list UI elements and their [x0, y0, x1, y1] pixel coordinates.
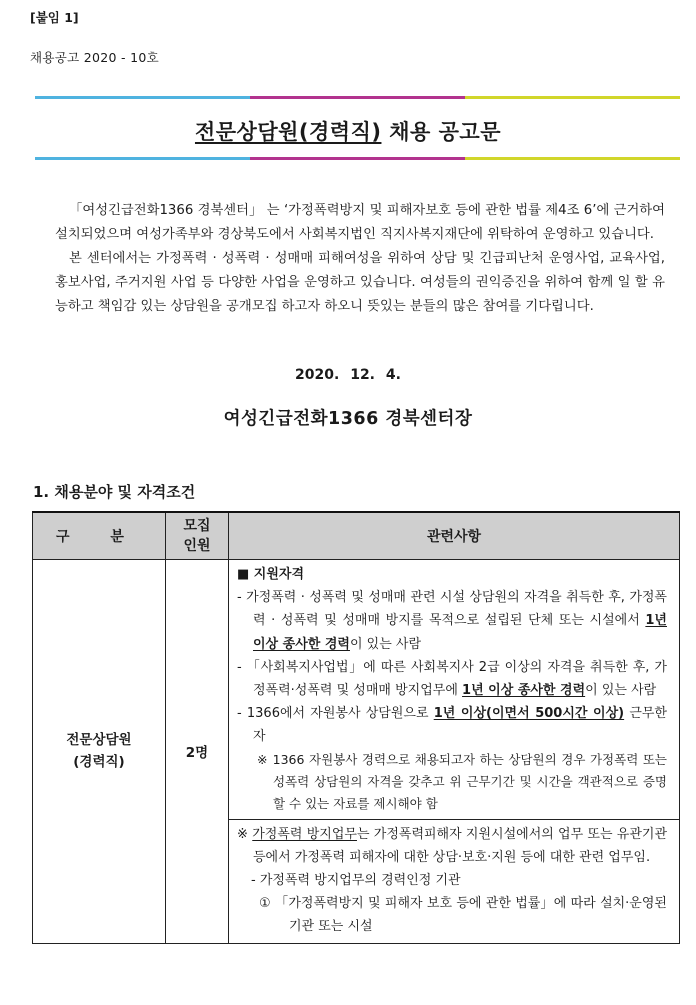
cell-category: [33, 560, 166, 944]
page-title-rest: 채용 공고문: [381, 120, 502, 144]
table-row: [33, 560, 680, 820]
header-count-line1: 모집: [183, 518, 211, 534]
qualification-heading: ■ 지원자격: [237, 567, 305, 582]
notice-number: 채용공고 2020 - 10호: [30, 50, 160, 65]
category-line1: 전문상담원: [66, 732, 132, 749]
page-title: [0, 116, 696, 146]
definition-term: 가정폭력 방지업무: [252, 826, 357, 842]
qualification-item-2: [237, 656, 667, 702]
header-count: [166, 512, 229, 560]
qualification-item-2-emphasis: 1년 이상 종사한 경력: [462, 683, 586, 699]
attachment-label: [붙임 1]: [30, 10, 79, 25]
divider-segment-magenta: [250, 157, 465, 160]
definition-subheading: - 가정폭력 방지업무의 경력인정 기관: [251, 873, 461, 889]
qualification-item-1-emphasis: 1년 이상 종사한 경력: [253, 613, 667, 652]
notice-date: 2020. 12. 4.: [295, 367, 401, 383]
qualification-item-3-emphasis: 1년 이상(이면서 500시간 이상): [433, 706, 625, 722]
page-title-position: 전문상담원(경력직): [194, 120, 382, 144]
cell-definition: [229, 819, 680, 943]
qualification-item-3-note: ※ 1366 자원봉사 경력으로 채용되고자 하는 상담원의 경우 가정폭력 또는 성폭력 상담원의 자격을 갖추고 위 근무기간 및 시간을 객관적으로 증명 할 수 있는 자료를 제시해야 함: [257, 751, 667, 811]
divider-segment-yellow: [465, 96, 680, 99]
title-top-divider: [35, 96, 680, 99]
header-category: 구 분: [33, 512, 166, 560]
qualification-item-3: [237, 702, 667, 748]
definition-institution-1: ① 「가정폭력방지 및 피해자 보호 등에 관한 법률」에 따라 설치·운영된 기관 또는 시설: [259, 896, 667, 935]
qualification-item-3-text: - 1366에서 자원봉사 상담원으로: [237, 706, 434, 722]
divider-segment-yellow: [465, 157, 680, 160]
issuer-name: 여성긴급전화1366 경북센터장: [223, 409, 473, 429]
recruitment-table: [32, 511, 680, 944]
category-line2: (경력직): [73, 754, 125, 771]
intro-paragraph-2: 본 센터에서는 가정폭력 · 성폭력 · 성매매 피해여성을 위하여 상담 및 긴급피난처 운영사업, 교육사업, 홍보사업, 주거지원 사업 등 다양한 사업을 운영하고 있습니다. 여성들의 권익증진을 위하여 함께 일 할 유능하고 책임감 있는 상담원을 공개모집 하고자 하오니 뜻있는 분들의 많은 참여를 기다립니다.: [55, 251, 665, 314]
divider-segment-magenta: [250, 96, 465, 99]
qualification-item-1-text: - 가정폭력 · 성폭력 및 성매매 관련 시설 상담원의 자격을 취득한 후, 가정폭력 · 성폭력 및 성매매 방지를 목적으로 설립된 단체 또는 시설에서: [237, 590, 667, 629]
header-details: 관련사항: [229, 512, 680, 560]
section-heading-recruitment: 1. 채용분야 및 자격조건: [33, 483, 196, 501]
cell-qualifications: [229, 560, 680, 820]
qualification-item-1: [237, 586, 667, 656]
intro-text: [55, 199, 665, 319]
table-header-row: [33, 512, 680, 560]
cell-count: 2명: [166, 560, 229, 944]
qualification-item-2-tail: 이 있는 사람: [585, 683, 657, 699]
qualification-item-2-text: - 「사회복지사업법」에 따른 사회복지사 2급 이상의 자격을 취득한 후, 가정폭력·성폭력 및 성매매 방지업무에: [237, 659, 667, 699]
header-count-line2: 인원: [183, 538, 211, 554]
title-bottom-divider: [35, 157, 680, 160]
divider-segment-blue: [35, 157, 250, 160]
definition-text: [237, 823, 667, 869]
definition-prefix: ※: [237, 826, 253, 842]
intro-paragraph-1: 「여성긴급전화1366 경북센터」 는 ‘가정폭력방지 및 피해자보호 등에 관한 법률 제4조 6’에 근거하여 설치되었으며 여성가족부와 경상북도에서 사회복지법인 직지사복지재단에 위탁하여 운영하고 있습니다.: [55, 203, 665, 242]
qualification-item-3-tail: 근무한자: [253, 706, 667, 745]
divider-segment-blue: [35, 96, 250, 99]
definition-rest: 는 가정폭력피해자 지원시설에서의 업무 또는 유관기관 등에서 가정폭력 피해자에 대한 상담·보호·지원 등에 대한 관련 업무임.: [253, 826, 668, 865]
qualification-item-1-tail: 이 있는 사람: [349, 636, 422, 652]
